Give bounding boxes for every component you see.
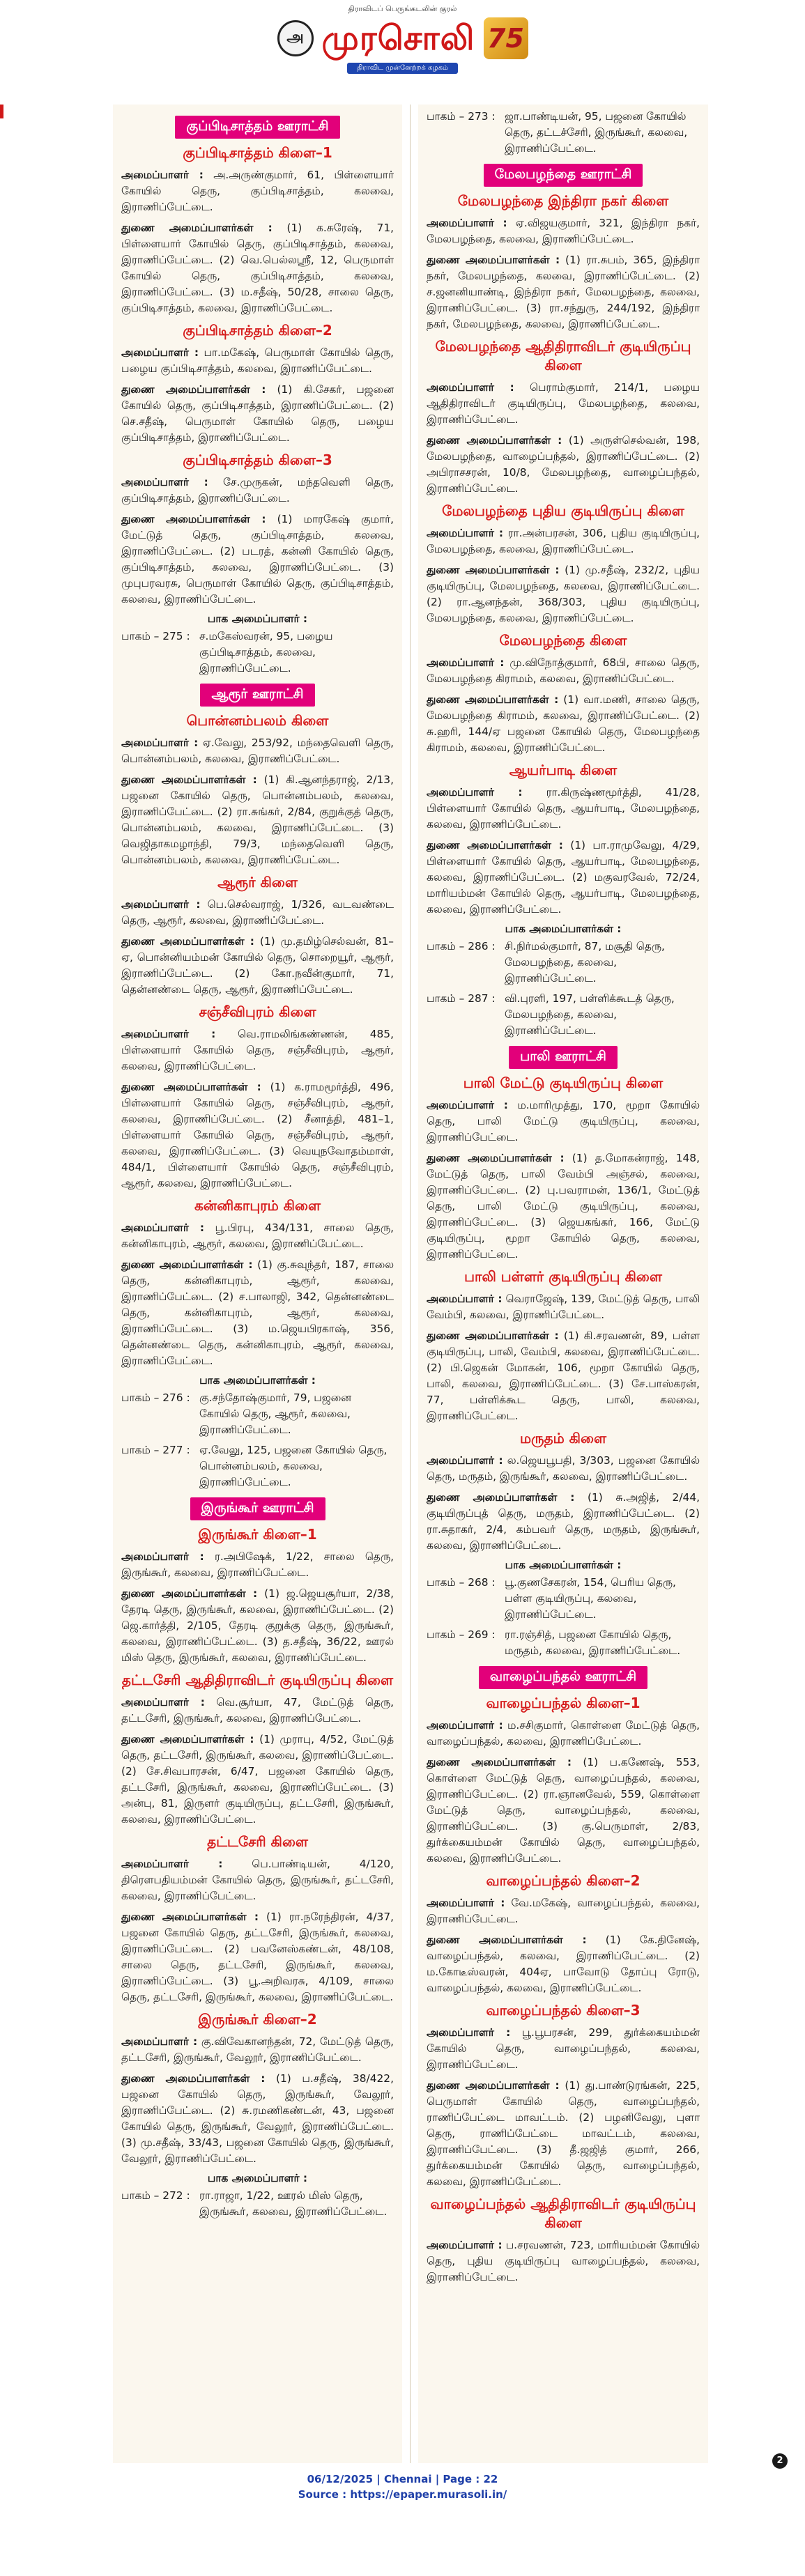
- role-label: அமைப்பாளர் :: [427, 2026, 511, 2039]
- role-label: அமைப்பாளர் :: [427, 381, 514, 394]
- organizer-entry: [121, 2071, 394, 2167]
- part-number: பாகம் – 269 :: [427, 1628, 496, 1641]
- role-label: அமைப்பாளர் :: [427, 217, 507, 229]
- panchayat-banner: [121, 684, 394, 707]
- organizer-entry: [427, 1718, 700, 1750]
- member-details: (1) க.ராமமூர்த்தி, 496, பிள்ளையார் கோயில் தெரு, சஞ்சீவிபுரம், ஆரூர், கலவை, இராணிப்பேட்டை. (2) சீனாத்தி, 481–1, பிள்ளையார் கோயில் தெரு, சஞ்சீவிபுரம், ஆரூர், கலவை, இராணிப்பேட்டை. (3) வெயுநவோதம்மாள், 484/1, பிள்ளையார் கோயில் தெரு, சஞ்சீவிபுரம், ஆரூர், கலவை, இராணிப்பேட்டை.: [121, 1081, 394, 1189]
- part-organizers-heading: பாக அமைப்பாளர்கள் :: [199, 1374, 316, 1387]
- part-member-details: ரா.ராஜா, 1/22, ஊரல் மிஸ் தெரு, இருங்கூர், கலவை, இராணிப்பேட்டை.: [199, 2189, 388, 2218]
- branch-heading: மருதம் கிளை: [519, 1430, 607, 1447]
- part-entry: [427, 991, 700, 1039]
- role-label: துணை அமைப்பாளர்கள் :: [427, 1329, 559, 1342]
- organizer-entry: [427, 433, 700, 497]
- branch-heading: இருங்கூர் கிளை–2: [198, 2011, 317, 2028]
- role-label: அமைப்பாளர் :: [427, 1099, 508, 1111]
- member-details: (1) ப.சதீஷ், 38/422, பஜனை கோயில் தெரு, இருங்கூர், வேலூர், இராணிப்பேட்டை. (2) சு.ரமணிகண்டன், 43, பஜனை கோயில் தெரு, இருங்கூர், வேலூர், இராணிப்பேட்டை. (3) மு.சதீஷ், 33/43, பஜனை கோயில் தெரு, இருங்கூர், வேலூர், இராணிப்பேட்டை.: [121, 2072, 394, 2165]
- part-number: பாகம் – 275 :: [121, 630, 190, 642]
- role-label: அமைப்பாளர் :: [427, 1454, 503, 1467]
- part-entry: [427, 1575, 700, 1623]
- organizer-entry: [427, 1754, 700, 1867]
- organizer-entry: [121, 345, 394, 377]
- part-number: பாகம் – 273 :: [427, 110, 496, 123]
- member-details: கு.விவேகானந்தன், 72, மேட்டுத் தெரு, தட்டசேரி, இருங்கூர், வேலூர், இராணிப்பேட்டை.: [121, 2035, 394, 2064]
- role-label: அமைப்பாளர் :: [121, 2035, 198, 2048]
- part-member-details: ச.மகேஸ்வரன், 95, பழைய குப்பிடிசாத்தம், கலவை, இராணிப்பேட்டை.: [199, 630, 333, 674]
- branch-heading: குப்பிடிசாத்தம் கிளை–1: [183, 144, 332, 161]
- role-label: துணை அமைப்பாளர்கள் :: [427, 2079, 560, 2092]
- role-label: அமைப்பாளர் :: [121, 1858, 223, 1870]
- role-label: துணை அமைப்பாளர்கள் :: [427, 839, 563, 851]
- branch-heading: வாழைப்பந்தல் கிளை–3: [486, 2002, 641, 2019]
- member-details: பூ.பிரபு, 434/131, சாலை தெரு, கன்னிகாபுரம், ஆரூர், கலவை, இராணிப்பேட்டை.: [121, 1221, 394, 1250]
- member-details: (1) க.சுரேஷ், 71, பிள்ளையார் கோயில் தெரு, குப்பிடிசாத்தம், கலவை, இராணிப்பேட்டை. (2) வெ.பெல்லஸ்ரீ, 12, பெருமாள் கோயில் தெரு, குப்பிடிசாத்தம், கலவை, இராணிப்பேட்டை. (3) ம.சதீஷ், 50/28, சாலை தெரு, குப்பிடிசாத்தம், கலவை, இராணிப்பேட்டை.: [121, 222, 394, 314]
- organizer-entry: [121, 1732, 394, 1828]
- column-divider: [410, 105, 411, 2463]
- organizer-entry: [121, 1856, 394, 1904]
- member-details: (1) ரா.சுபம், 365, இந்திரா நகர், மேலபழந்தை, கலவை, இராணிப்பேட்டை. (2) ச.ஜனனியாண்டி, இந்திரா நகர், மேலபழந்தை, கலவை, இராணிப்பேட்டை. (3) ரா.சந்துரு, 244/192, இந்திரா நகர், மேலபழந்தை, கலவை, இராணிப்பேட்டை.: [427, 254, 700, 330]
- anniversary-badge: 75: [484, 17, 528, 59]
- organizer-entry: [427, 525, 700, 557]
- organizer-entry: [427, 692, 700, 756]
- organizer-entry: [427, 838, 700, 918]
- member-details: (1) கி.சேகர், பஜனை கோயில் தெரு, குப்பிடிசாத்தம், இராணிப்பேட்டை. (2) செ.சதீஷ், பெருமாள் கோயில் தெரு, பழைய குப்பிடிசாத்தம், இராணிப்பேட்டை.: [121, 383, 394, 444]
- organizer-entry: [121, 1549, 394, 1581]
- role-label: துணை அமைப்பாளர்கள் :: [121, 383, 266, 396]
- role-label: அமைப்பாளர் :: [427, 656, 505, 669]
- member-details: ர.அபிஷேக், 1/22, சாலை தெரு, இருங்கூர், கலவை, இராணிப்பேட்டை.: [121, 1550, 394, 1579]
- part-organizers-heading: பாக அமைப்பாளர்கள் :: [505, 1559, 622, 1571]
- role-label: அமைப்பாளர் :: [121, 169, 204, 181]
- organizer-entry: [427, 215, 700, 247]
- organizer-entry: [121, 1026, 394, 1074]
- part-member-details: ரா.ரஞ்சித், பஜனை கோயில் தெரு, மருதம், கலவை, இராணிப்பேட்டை.: [505, 1628, 681, 1657]
- member-details: (1) கி.ஆனந்தராஜ், 2/13, பஜனை கோயில் தெரு, பொன்னம்பலம், கலவை, இராணிப்பேட்டை. (2) ரா.சுங்கர், 2/84, குறுக்குத் தெரு, பொன்னம்பலம், கலவை, இராணிப்பேட்டை. (3) வெஜிதாகமழாந்தி, 79/3, மந்தைவெளி தெரு, பொன்னம்பலம், கலவை, இராணிப்பேட்டை.: [121, 773, 394, 866]
- branch-heading: குப்பிடிசாத்தம் கிளை–3: [183, 452, 332, 468]
- member-details: பெ.செல்வராஜ், 1/326, வடவண்டை தெரு, ஆரூர், கலவை, இராணிப்பேட்டை.: [121, 898, 394, 927]
- part-organizers-heading: பாக அமைப்பாளர்கள் :: [505, 923, 622, 935]
- organizer-entry: [427, 380, 700, 428]
- masthead-subtitle: திராவிட முன்னேற்றக் கழகம்: [347, 63, 458, 74]
- part-member-details: கு.சந்தோஷ்குமார், 79, பஜனை கோயில் தெரு, ஆரூர், கலவை, இராணிப்பேட்டை.: [199, 1391, 352, 1436]
- role-label: அமைப்பாளர் :: [427, 786, 523, 799]
- right-column: [418, 105, 708, 2463]
- panchayat-banner: [427, 164, 700, 187]
- role-label: அமைப்பாளர் :: [121, 1696, 205, 1709]
- member-details: (1) ரா.நரேந்திரன், 4/37, பஜனை கோயில் தெரு, தட்டசேரி, இருங்கூர், கலவை, இராணிப்பேட்டை. (2) பவனேஸ்கண்டன், 48/108, சாலை தெரு, தட்டசேரி, இருங்கூர், கலவை, இராணிப்பேட்டை. (3) பூ.அறிவரசு, 4/109, சாலை தெரு, தட்டசேரி, இருங்கூர், கலவை, இராணிப்பேட்டை.: [121, 1911, 394, 2003]
- role-label: துணை அமைப்பாளர்கள் :: [121, 935, 254, 948]
- role-label: துணை அமைப்பாளர்கள் :: [427, 1491, 575, 1504]
- member-details: பா.மகேஷ், பெருமாள் கோயில் தெரு, பழைய குப்பிடிசாத்தம், கலவை, இராணிப்பேட்டை.: [121, 346, 394, 375]
- branch-heading: மேலபழந்தை கிளை: [499, 632, 627, 649]
- footer-edition-line: 06/12/2025 | Chennai | Page : 22: [307, 2473, 498, 2485]
- masthead-row: [0, 17, 805, 59]
- organizer-entry: [427, 562, 700, 626]
- role-label: அமைப்பாளர் :: [121, 1550, 204, 1563]
- left-column: [113, 105, 402, 2463]
- branch-heading: பாலி பள்ளர் குடியிருப்பு கிளை: [464, 1268, 662, 1285]
- member-details: வே.மகேஷ், வாழைப்பந்தல், கலவை, இராணிப்பேட்டை.: [427, 1897, 700, 1925]
- member-details: ப.சரவணன், 723, மாரியம்மன் கோயில் தெரு, புதிய குடியிருப்பு வாழைப்பந்தல், கலவை, இராணிப்பேட்டை.: [427, 2239, 700, 2283]
- member-details: (1) மு.தமிழ்செல்வன், 81–ஏ, பொன்னியம்மன் கோயில் தெரு, சொறையூர், ஆரூர், இராணிப்பேட்டை. (2) கோ.நவீன்குமார், 71, தென்னண்டை தெரு, ஆரூர், இராணிப்பேட்டை.: [121, 935, 394, 996]
- branch-heading: வாழைப்பந்தல் ஆதிதிராவிடர் குடியிருப்பு கிளை: [430, 2196, 696, 2231]
- organizer-entry: [427, 785, 700, 833]
- branch-heading: வாழைப்பந்தல் கிளை–2: [486, 1872, 641, 1889]
- part-organizers-heading: பாக அமைப்பாளர் :: [207, 2172, 308, 2184]
- part-member-details: பூ.குணசேகரன், 154, பெரிய தெரு, பள்ள குடியிருப்பு, கலவை, இராணிப்பேட்டை.: [505, 1576, 676, 1621]
- role-label: அமைப்பாளர் :: [121, 736, 199, 749]
- organizer-entry: [121, 2034, 394, 2066]
- role-label: துணை அமைப்பாளர்கள் :: [121, 1733, 254, 1745]
- member-details: (1) வா.மணி, சாலை தெரு, மேலபழந்தை கிராமம், கலவை, இராணிப்பேட்டை. (2) சு.ஹரி, 144/ஏ பஜனை கோயில் தெரு, மேலபழந்தை கிராமம், கலவை, இராணிப்பேட்டை.: [427, 693, 700, 754]
- member-details: (1) மாரகேஷ் குமார், மேட்டுத் தெரு, குப்பிடிசாத்தம், கலவை, இராணிப்பேட்டை. (2) படரத், கன்னி கோயில் தெரு, குப்பிடிசாத்தம், கலவை, இராணிப்பேட்டை. (3) முபுபரவரசு, பெருமாள் கோயில் தெரு, குப்பிடிசாத்தம், கலவை, இராணிப்பேட்டை.: [121, 513, 394, 606]
- role-label: துணை அமைப்பாளர்கள் :: [121, 1081, 261, 1093]
- page-number-badge: 2: [772, 2453, 788, 2469]
- role-label: அமைப்பாளர் :: [427, 2239, 503, 2251]
- part-number: பாகம் – 272 :: [121, 2189, 190, 2202]
- member-details: வெராஜேஷ், 139, மேட்டுத் தெரு, பாலி வேம்பி, கலவை, இராணிப்பேட்டை.: [427, 1293, 700, 1321]
- member-details: (1) ப.கணேஷ், 553, கொள்ளை மேட்டுத் தெரு, வாழைப்பந்தல், கலவை, இராணிப்பேட்டை. (2) ரா.ஞானவேல், 559, கொள்ளை மேட்டுத் தெரு, வாழைப்பந்தல், கலவை, இராணிப்பேட்டை. (3) கு.பெருமாள், 2/83, துர்க்கையம்மன் கோயில் தெரு, வாழைப்பந்தல், கலவை, இராணிப்பேட்டை.: [427, 1756, 700, 1865]
- branch-heading: மேலபழந்தை ஆதிதிராவிடர் குடியிருப்பு கிளை: [435, 338, 691, 373]
- organizer-entry: [121, 1909, 394, 2005]
- branch-heading: ஆயர்பாடி கிளை: [509, 762, 618, 778]
- role-label: அமைப்பாளர் :: [121, 898, 201, 911]
- role-label: துணை அமைப்பாளர்கள் :: [427, 564, 560, 576]
- part-number: பாகம் – 286 :: [427, 940, 496, 952]
- member-details: பூ.பூபரசன், 299, துர்க்கையம்மன் கோயில் தெரு, வாழைப்பந்தல், கலவை, இராணிப்பேட்டை.: [427, 2026, 700, 2071]
- organizer-entry: [427, 2025, 700, 2073]
- branch-heading: பொன்னம்பலம் கிளை: [186, 712, 329, 729]
- part-entry: [121, 1442, 394, 1490]
- organizer-entry: [121, 772, 394, 868]
- organizer-entry: [121, 897, 394, 929]
- part-number: பாகம் – 277 :: [121, 1444, 190, 1456]
- masthead-tagline: திராவிடப் பெருங்கடலின் குரல்: [348, 4, 457, 13]
- organizer-entry: [427, 1097, 700, 1146]
- part-entry: [427, 109, 700, 157]
- part-member-details: ஜா.பாண்டியன், 95, பஜனை கோயில் தெரு, தட்டச்சேரி, இருங்கூர், கலவை, இராணிப்பேட்டை.: [505, 110, 688, 155]
- organizer-entry: [121, 1079, 394, 1191]
- role-label: அமைப்பாளர் :: [427, 1293, 503, 1305]
- branch-heading: தட்டசேரி ஆதிதிராவிடர் குடியிருப்பு கிளை: [121, 1672, 394, 1688]
- part-entry: [427, 939, 700, 987]
- member-details: (1) து.பாண்டுரங்கன், 225, பெருமாள் கோயில் தெரு, வாழைப்பந்தல், ராணிப்பேட்டை மாவட்டம். (2) பழனிவேலு, புளா தெரு, ராணிப்பேட்டை மாவட்டம், கலவை, இராணிப்பேட்டை. (3) தீ.ஜஜித் குமார், 266, துர்க்கையம்மன் கோயில் தெரு, வாழைப்பந்தல், கலவை, இராணிப்பேட்டை.: [427, 2079, 700, 2188]
- role-label: துணை அமைப்பாளர்கள் :: [121, 513, 266, 525]
- role-label: துணை அமைப்பாளர்கள் :: [121, 2072, 266, 2085]
- role-label: அமைப்பாளர் :: [427, 1897, 505, 1909]
- organizer-entry: [121, 1257, 394, 1369]
- organizer-entry: [427, 1490, 700, 1554]
- organizer-entry: [427, 2078, 700, 2190]
- role-label: துணை அமைப்பாளர்கள் :: [427, 1152, 565, 1164]
- member-details: (1) ஜ.ஜெயசூர்யா, 2/38, தேரடி தெரு, இருங்கூர், கலவை, இராணிப்பேட்டை. (2) ஜெ.கார்த்தி, 2/105, தேரடி குறுக்கு தெரு, இருங்கூர், கலவை, இராணிப்பேட்டை. (3) த.சதீஷ், 36/22, ஊரல் மிஸ் தெரு, இருங்கூர், கலவை, இராணிப்பேட்டை.: [121, 1587, 394, 1664]
- panchayat-banner: [427, 1666, 700, 1689]
- role-label: துணை அமைப்பாளர்கள் :: [121, 1258, 253, 1271]
- part-organizers-heading: பாக அமைப்பாளர் :: [207, 612, 308, 625]
- organizer-entry: [427, 1453, 700, 1485]
- organizer-entry: [427, 1291, 700, 1323]
- member-details: (1) கி.சரவணன், 89, பள்ள குடியிருப்பு, பாலி, வேம்பி, கலவை, இராணிப்பேட்டை. (2) பி.ஜெகன் மோகன், 106, மூறா கோயில் தெரு, பாலி, கலவை, இராணிப்பேட்டை. (3) சே.பாஸ்கரன், 77, பள்ளிக்கூட தெரு, பாலி, கலவை, இராணிப்பேட்டை.: [427, 1329, 700, 1422]
- role-label: அமைப்பாளர் :: [121, 1028, 216, 1040]
- role-label: துணை அமைப்பாளர்கள் :: [427, 693, 559, 706]
- member-details: அ.அருண்குமார், 61, பிள்ளையார் கோயில் தெரு, குப்பிடிசாத்தம், கலவை, இராணிப்பேட்டை.: [121, 169, 394, 213]
- organizer-entry: [121, 511, 394, 608]
- organizer-entry: [121, 735, 394, 767]
- member-details: (1) மு.சதீஷ், 232/2, புதிய குடியிருப்பு, மேலபழந்தை, கலவை, இராணிப்பேட்டை. (2) ரா.ஆனந்தன், 368/303, புதிய குடியிருப்பு, மேலபழந்தை, கலவை, இராணிப்பேட்டை.: [427, 564, 700, 624]
- member-details: (1) த.மோகன்ராஜ், 148, மேட்டுத் தெரு, பாலி வேம்பி அஞ்சல், கலவை, இராணிப்பேட்டை. (2) பு.பவராமன், 136/1, மேட்டுத் தெரு, பாலி மேட்டு குடியிருப்பு, கலவை, இராணிப்பேட்டை. (3) ஜெயகங்கர், 166, மேட்டு குடியிருப்பு, மூறா கோயில் தெரு, கலவை, இராணிப்பேட்டை.: [427, 1152, 700, 1260]
- panchayat-title: இருங்கூர் ஊராட்சி: [190, 1497, 325, 1520]
- organizer-entry: [121, 1586, 394, 1666]
- role-label: துணை அமைப்பாளர்கள் :: [427, 1756, 572, 1768]
- branch-heading: சஞ்சீவிபுரம் கிளை: [199, 1003, 316, 1020]
- member-details: வெ.ராமலிங்கண்ணன், 485, பிள்ளையார் கோயில் தெரு, சஞ்சீவிபுரம், ஆரூர், கலவை, இராணிப்பேட்டை.: [121, 1028, 394, 1072]
- member-details: பெ.பாண்டியன், 4/120, திரௌபதியம்மன் கோயில் தெரு, இருங்கூர், தட்டசேரி, கலவை, இராணிப்பேட்டை.: [121, 1858, 394, 1902]
- member-details: (1) கு.சுவுந்தர், 187, சாலை தெரு, கன்னிகாபுரம், ஆரூர், கலவை, இராணிப்பேட்டை. (2) ச.பாலாஜி, 342, தென்னண்டை தெரு, கன்னிகாபுரம், ஆரூர், கலவை, இராணிப்பேட்டை. (3) ம.ஜெயபிரகாஷ், 356, தென்னண்டை தெரு, கன்னிகாபுரம், ஆரூர், கலவை, இராணிப்பேட்டை.: [121, 1258, 394, 1367]
- organizer-entry: [121, 1695, 394, 1727]
- organizer-entry: [427, 1328, 700, 1424]
- member-details: ஏ.விஜயகுமார், 321, இந்திரா நகர், மேலபழந்தை, கலவை, இராணிப்பேட்டை.: [427, 217, 700, 245]
- organizer-entry: [121, 382, 394, 446]
- panchayat-title: மேலபழந்தை ஊராட்சி: [484, 164, 643, 187]
- branch-heading: பாலி மேட்டு குடியிருப்பு கிளை: [463, 1074, 664, 1091]
- organizer-entry: [121, 475, 394, 507]
- member-details: ஏ.வேலு, 253/92, மந்தைவெளி தெரு, பொன்னம்பலம், கலவை, இராணிப்பேட்டை.: [121, 736, 394, 765]
- part-member-details: சி.நிர்மல்குமார், 87, மசூதி தெரு, மேலபழந்தை, கலவை, இராணிப்பேட்டை.: [505, 940, 665, 985]
- branch-heading: இருங்கூர் கிளை–1: [198, 1526, 317, 1543]
- panchayat-title: பாலி ஊராட்சி: [509, 1046, 618, 1069]
- member-details: ரா.கிருஷ்ணமூர்த்தி, 41/28, பிள்ளையார் கோயில் தெரு, ஆயர்பாடி, மேலபழந்தை, கலவை, இராணிப்பேட்டை.: [427, 786, 700, 831]
- part-entry: [427, 1627, 700, 1659]
- role-label: துணை அமைப்பாளர்கள் :: [427, 434, 562, 447]
- branch-heading: கன்னிகாபுரம் கிளை: [194, 1197, 321, 1214]
- member-details: ரா.அன்பரசன், 306, புதிய குடியிருப்பு, மேலபழந்தை, கலவை, இராணிப்பேட்டை.: [427, 527, 700, 555]
- role-label: அமைப்பாளர் :: [121, 1221, 205, 1234]
- masthead: [0, 0, 805, 70]
- member-details: பெராம்குமார், 214/1, பழைய ஆதிதிராவிடர் குடியிருப்பு, மேலபழந்தை, கலவை, இராணிப்பேட்டை.: [427, 381, 700, 426]
- role-label: அமைப்பாளர் :: [121, 346, 199, 359]
- panchayat-title: ஆரூர் ஊராட்சி: [200, 684, 314, 707]
- part-entry: [121, 628, 394, 677]
- organizer-entry: [427, 2237, 700, 2285]
- member-details: (1) பா.ராமுவேலு, 4/29, பிள்ளையார் கோயில் தெரு, ஆயர்பாடி, மேலபழந்தை, கலவை, இராணிப்பேட்டை. (2) மகுவரவேல், 72/24, மாரியம்மன் கோயில் தெரு, ஆயர்பாடி, மேலபழந்தை, கலவை, இராணிப்பேட்டை.: [427, 839, 700, 916]
- role-label: அமைப்பாளர் :: [427, 527, 504, 539]
- member-details: (1) சு.அஜித், 2/44, குடியிருப்புத் தெரு, மருதம், இராணிப்பேட்டை. (2) ரா.சுதாகர், 2/4, கம்பவர் தெரு, மருதம், இருங்கூர், கலவை, இராணிப்பேட்டை.: [427, 1491, 700, 1552]
- panchayat-banner: [427, 1046, 700, 1069]
- organizer-entry: [121, 1220, 394, 1252]
- footer-source-line[interactable]: Source : https://epaper.murasoli.in/: [298, 2488, 507, 2501]
- branch-heading: மேலபழந்தை இந்திரா நகர் கிளை: [457, 192, 669, 209]
- organizer-entry: [427, 1895, 700, 1927]
- member-details: மு.விநோத்குமார், 68பி, சாலை தெரு, மேலபழந்தை கிராமம், கலவை, இராணிப்பேட்டை.: [427, 656, 700, 685]
- panchayat-title: குப்பிடிசாத்தம் ஊராட்சி: [175, 116, 339, 139]
- page-footer: [0, 2471, 805, 2502]
- member-details: (1) முராபு, 4/52, மேட்டுத் தெரு, தட்டசேரி, இருங்கூர், கலவை, இராணிப்பேட்டை. (2) சே.சிவபாரசன், 6/47, பஜனை கோயில் தெரு, தட்டசேரி, இருங்கூர், கலவை, இராணிப்பேட்டை. (3) அன்பு, 81, இருளர் குடியிருப்பு, தட்டசேரி, இருங்கூர், கலவை, இராணிப்பேட்டை.: [121, 1733, 394, 1826]
- role-label: அமைப்பாளர் :: [427, 1719, 503, 1732]
- branch-heading: மேலபழந்தை புதிய குடியிருப்பு கிளை: [442, 502, 684, 519]
- organizer-entry: [121, 167, 394, 215]
- part-number: பாகம் – 287 :: [427, 992, 496, 1005]
- member-details: (1) அருள்செல்வன், 198, மேலபழந்தை, வாழைப்பந்தல், இராணிப்பேட்டை. (2) அபிராசசரன், 10/8, மேலபழந்தை, வாழைப்பந்தல், இராணிப்பேட்டை.: [427, 434, 700, 495]
- red-edge-marker: [0, 105, 3, 118]
- branch-heading: குப்பிடிசாத்தம் கிளை–2: [183, 322, 332, 339]
- newspaper-logo: முரசொலி: [321, 19, 475, 58]
- member-details: சே.முருகன், மந்தவெளி தெரு, குப்பிடிசாத்தம், இராணிப்பேட்டை.: [121, 476, 394, 504]
- panchayat-banner: [121, 1497, 394, 1520]
- part-entry: [121, 1390, 394, 1438]
- member-details: வெ.சூர்யா, 47, மேட்டுத் தெரு, தட்டசேரி, இருங்கூர், கலவை, இராணிப்பேட்டை.: [121, 1696, 394, 1725]
- role-label: துணை அமைப்பாளர்கள் :: [121, 1911, 259, 1923]
- organizer-entry: [121, 220, 394, 316]
- organizer-entry: [427, 252, 700, 332]
- role-label: துணை அமைப்பாளர்கள் :: [427, 1934, 587, 1946]
- branch-heading: வாழைப்பந்தல் கிளை–1: [486, 1695, 641, 1711]
- role-label: துணை அமைப்பாளர்கள் :: [427, 254, 560, 266]
- role-label: துணை அமைப்பாளர்கள் :: [121, 1587, 258, 1600]
- organizer-entry: [121, 934, 394, 998]
- emblem-icon: அ: [277, 20, 314, 56]
- organizer-entry: [427, 1150, 700, 1263]
- member-details: ம.சசிகுமார், கொள்ளை மேட்டுத் தெரு, வாழைப்பந்தல், கலவை, இராணிப்பேட்டை.: [427, 1719, 700, 1748]
- part-entry: [121, 2188, 394, 2220]
- organizer-entry: [427, 655, 700, 687]
- panchayat-title: வாழைப்பந்தல் ஊராட்சி: [479, 1666, 647, 1689]
- member-details: ம.மாரிமுத்து, 170, மூறா கோயில் தெரு, பாலி மேட்டு குடியிருப்பு, கலவை, இராணிப்பேட்டை.: [427, 1099, 700, 1143]
- member-details: ல.ஜெயபூபதி, 3/303, பஜனை கோயில் தெரு, மருதம், இருங்கூர், கலவை, இராணிப்பேட்டை.: [427, 1454, 700, 1483]
- panchayat-banner: [121, 116, 394, 139]
- branch-heading: தட்டசேரி கிளை: [207, 1833, 308, 1850]
- role-label: துணை அமைப்பாளர்கள் :: [121, 773, 257, 786]
- role-label: துணை அமைப்பாளர்கள் :: [121, 222, 273, 234]
- part-number: பாகம் – 276 :: [121, 1391, 190, 1404]
- part-member-details: ஏ.வேலு, 125, பஜனை கோயில் தெரு, பொன்னம்பலம், கலவை, இராணிப்பேட்டை.: [199, 1444, 388, 1488]
- member-details: (1) கே.தினேஷ், வாழைப்பந்தல், கலவை, இராணிப்பேட்டை. (2) ம.கோடீஸ்வரன், 404ஏ, பாவோடு தோப்பு ரோடு, வாழைப்பந்தல், கலவை, இராணிப்பேட்டை.: [427, 1934, 700, 1994]
- organizer-entry: [427, 1932, 700, 1996]
- part-member-details: வி.புரளி, 197, பள்ளிக்கூடத் தெரு, மேலபழந்தை, கலவை, இராணிப்பேட்டை.: [505, 992, 675, 1037]
- role-label: அமைப்பாளர் :: [121, 476, 208, 488]
- part-number: பாகம் – 268 :: [427, 1576, 496, 1589]
- branch-heading: ஆரூர் கிளை: [217, 874, 298, 890]
